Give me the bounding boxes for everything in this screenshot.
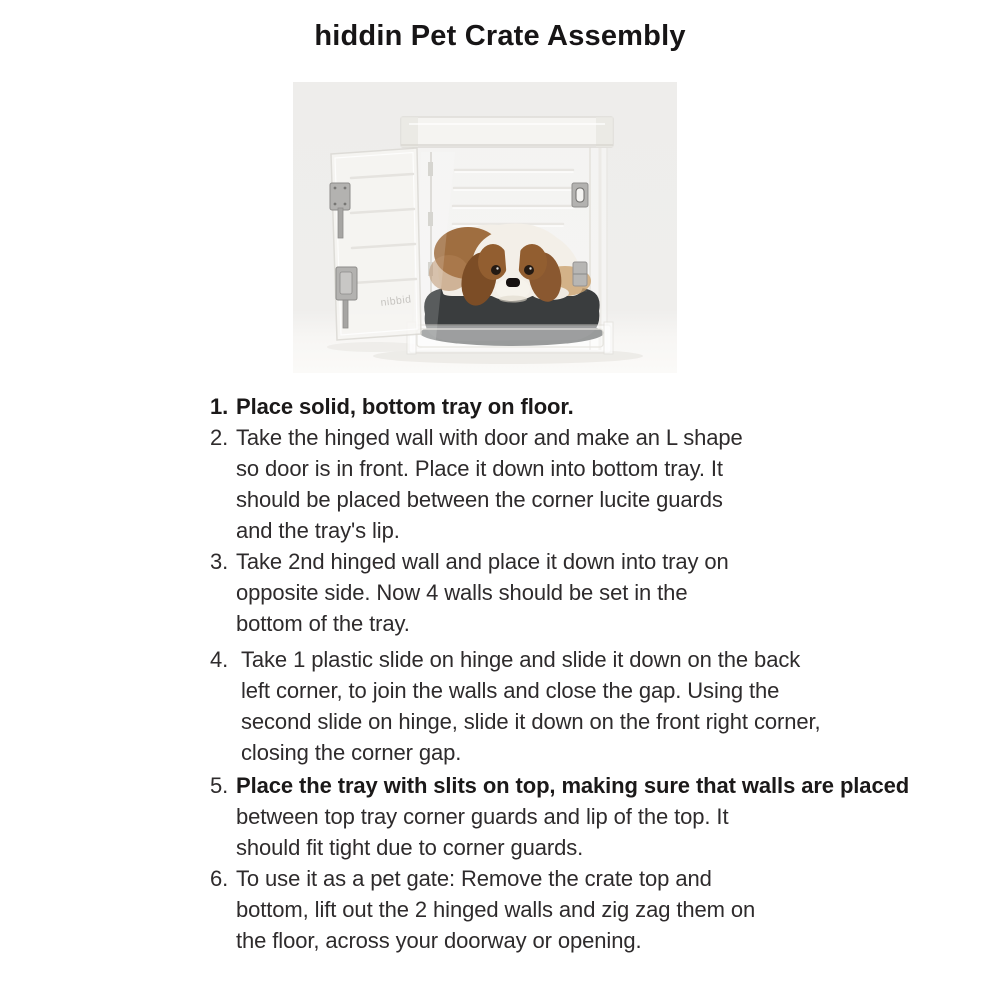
step-line: Take 1 plastic slide on hinge and slide it down on the back (241, 647, 801, 672)
dog-chin-shadow (499, 296, 527, 303)
step-line: bottom of the tray. (236, 611, 410, 636)
dog-left-eye (491, 265, 501, 275)
step-line: and the tray's lip. (236, 518, 400, 543)
step-line: To use it as a pet gate: Remove the crate top and (236, 866, 712, 891)
step-line: second slide on hinge, slide it down on the front right corner, (241, 709, 821, 734)
step-line: left corner, to join the walls and close the gap. Using the (241, 678, 780, 703)
step-line: Place solid, bottom tray on floor. (236, 394, 574, 419)
instruction-step-3 (210, 546, 970, 639)
pet-crate-illustration (293, 82, 677, 373)
step-number: 6. (210, 866, 229, 891)
dog-right-eye-patch (517, 244, 547, 280)
instruction-step-4 (210, 644, 970, 768)
eye-glint (496, 267, 498, 269)
right-hinge-icon (573, 262, 587, 286)
dog-right-eye (524, 265, 534, 275)
step-line: bottom, lift out the 2 hinged walls and zig zag them on (236, 897, 756, 922)
brand-watermark: nibbid (379, 293, 413, 309)
step-line: the floor, across your doorway or opening. (236, 928, 642, 953)
bottom-corner-guard-right (604, 322, 613, 354)
dog-nose (506, 278, 520, 287)
step-number: 4. (210, 647, 229, 672)
top-tray-lid (401, 117, 613, 147)
right-latch-icon (572, 183, 588, 207)
instruction-step-2 (210, 422, 970, 546)
assembly-instructions (210, 391, 970, 956)
step-number: 5. (210, 773, 229, 798)
open-door (330, 148, 421, 340)
step-number: 3. (210, 549, 229, 574)
page-title: hiddin Pet Crate Assembly (314, 20, 686, 52)
eye-glint (529, 267, 531, 269)
step-line: Place the tray with slits on top, making sure that walls are placed (236, 773, 910, 798)
dog-left-eye-patch (478, 244, 508, 280)
bottom-tray (407, 322, 613, 354)
step-line: should fit tight due to corner guards. (236, 835, 584, 860)
step-line: opposite side. Now 4 walls should be set in the (236, 580, 688, 605)
step-line: Take 2nd hinged wall and place it down into tray on (236, 549, 729, 574)
instruction-step-6 (210, 863, 970, 956)
step-line: should be placed between the corner lucite guards (236, 487, 723, 512)
step-line: so door is in front. Place it down into bottom tray. It (236, 456, 723, 481)
step-line: Take the hinged wall with door and make an L shape (236, 425, 743, 450)
step-number: 1. (210, 394, 229, 419)
step-line: between top tray corner guards and lip of the top. It (236, 804, 729, 829)
pet-crate-photo (293, 82, 677, 373)
step-line: closing the corner gap. (241, 740, 462, 765)
instruction-step-5 (210, 770, 970, 863)
instruction-step-1 (210, 391, 970, 422)
step-number: 2. (210, 425, 229, 450)
